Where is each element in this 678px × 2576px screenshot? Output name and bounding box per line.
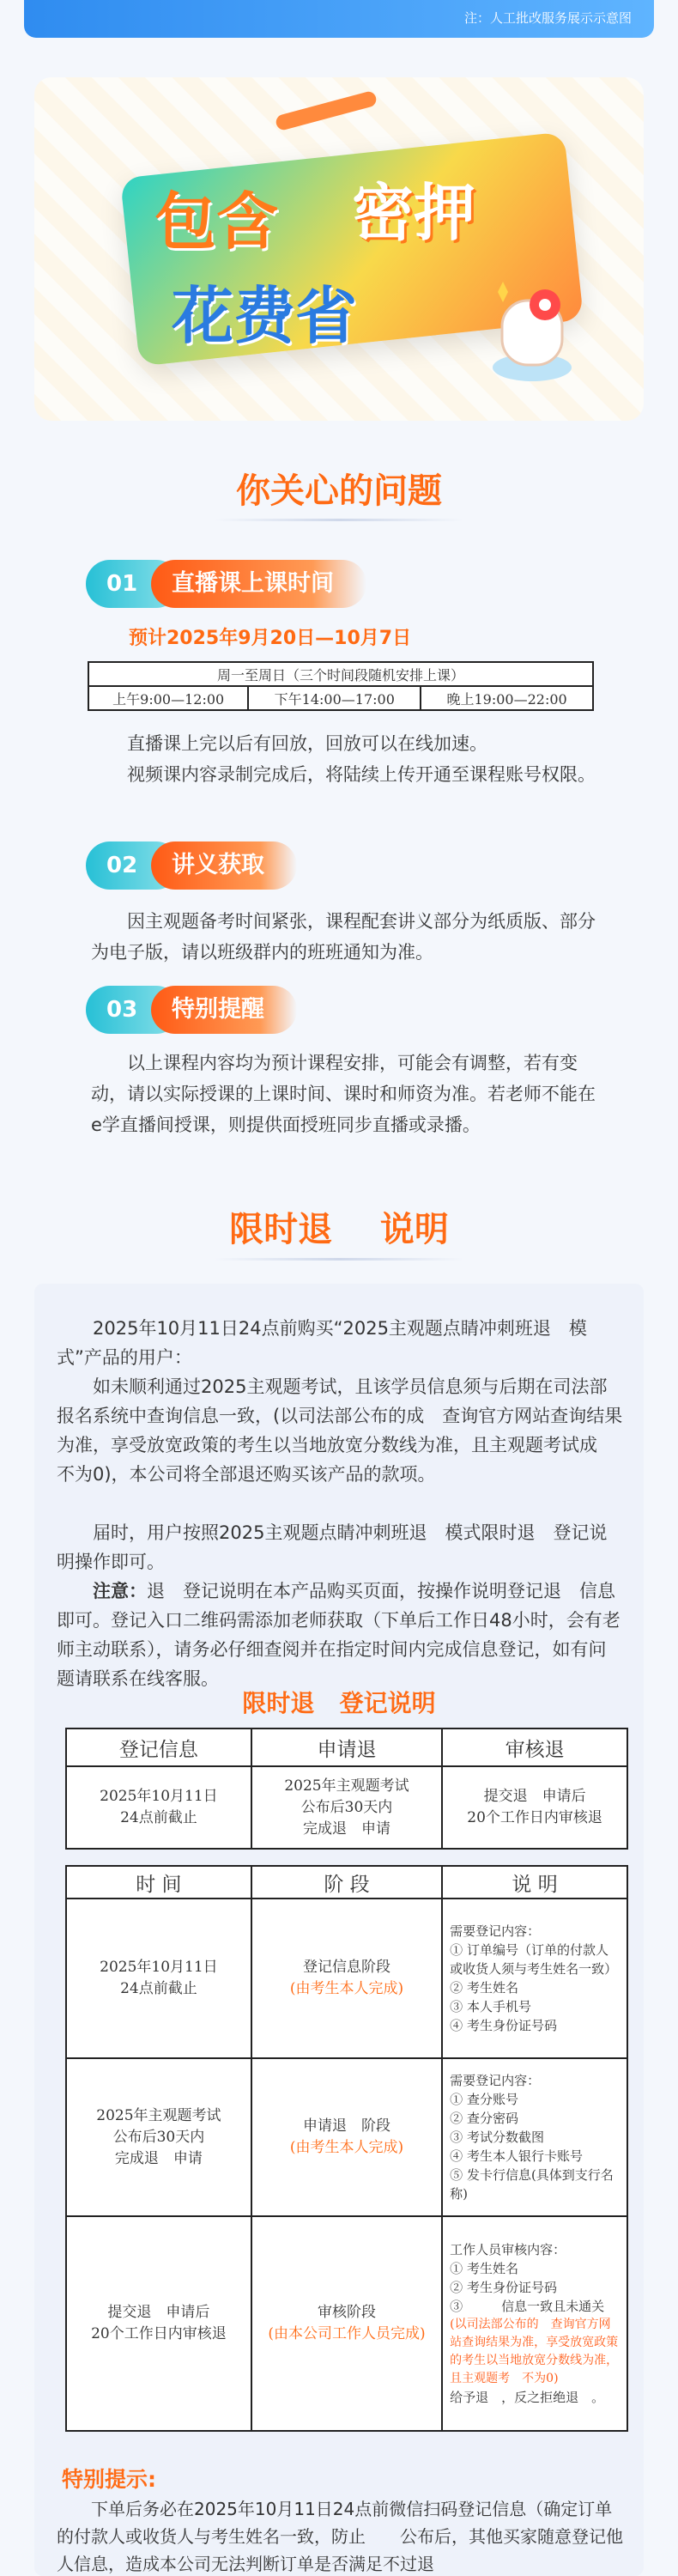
refund-title-b: 说明 [379, 1209, 449, 1249]
faq-text-3: 以上课程内容均为预计课程安排，可能会有调整，若有变动，请以实际授课的上课时间、课时和师资为准。若老师不能在e学直播间授课，则提供面授班同步直播或录播。 [91, 1053, 596, 1135]
process-header-cell: 说 明 [442, 1866, 627, 1899]
schedule-header: 周一至周日（三个时间段随机安排上课） [88, 662, 593, 686]
hero-word-3: 花费省 [172, 279, 358, 352]
refund-overview-table [65, 1728, 628, 1850]
process-desc-title: 需要登记内容： [450, 1923, 541, 1939]
process-row [66, 1899, 627, 2058]
overview-cell: 2025年主观题考试 公布后30天内 完成退 申请 [251, 1766, 442, 1849]
process-desc-title: 工作人员审核内容： [450, 2242, 566, 2257]
tip-title: 特别提示: [62, 2467, 156, 2492]
hero-word-2: 密押 [352, 176, 476, 249]
refund-text-3: 届时，用户按照2025主观题点睛冲刺班退 模式限时退 登记说明操作即可。 [57, 1522, 608, 1572]
overview-header-cell: 审核退 [442, 1728, 627, 1766]
process-desc [442, 2216, 627, 2431]
mascot-hand-icon [481, 266, 584, 386]
top-note-bar [24, 0, 654, 38]
refund-process-table [65, 1865, 628, 2432]
process-row [66, 2216, 627, 2431]
process-stage [251, 1899, 442, 2058]
process-time: 2025年10月11日 24点前截止 [66, 1899, 251, 2058]
process-stage [251, 2216, 442, 2431]
hero-word-1: 包含 [154, 185, 279, 258]
schedule-slot-afternoon: 下午14:00—17:00 [248, 686, 421, 710]
process-header-cell: 阶 段 [251, 1866, 442, 1899]
overview-header-cell: 登记信息 [66, 1728, 251, 1766]
schedule-date: 预计2025年9月20日—10月7日 [129, 628, 412, 649]
schedule-slot-evening: 晚上19:00—22:00 [421, 686, 593, 710]
refund-text-4 [57, 1577, 623, 1693]
faq-title-divider [215, 519, 463, 521]
overview-header-cell: 申请退 [251, 1728, 442, 1766]
faq-pill-label: 讲义获取 [151, 841, 297, 890]
process-desc-item: ① 查分账号 [450, 2092, 518, 2107]
process-desc-item: ② 考生身份证号码 [450, 2280, 557, 2295]
refund-note-body: 退 登记说明在本产品购买页面，按操作说明登记退 信息即可。登记入口二维码需添加老师获取（下单后工作日48小时，会有老师主动联系），请务必仔细查阅并在指定时间内完成信息登记，如有问题请联系在线客服。 [57, 1581, 620, 1689]
tip-text: 下单后务必在2025年10月11日24点前微信扫码登记信息（确定订单的付款人或收货人与考生姓名一致，防止 公布后，其他买家随意登记他人信息，造成本公司无法判断订单是否满足不过退 [57, 2499, 623, 2574]
faq-pill-number: 02 [86, 841, 180, 890]
process-stage-note: (由本公司工作人员完成) [268, 2325, 426, 2342]
process-stage [251, 2058, 442, 2216]
process-stage-label: 登记信息阶段 [302, 1959, 390, 1976]
process-time: 2025年主观题考试 公布后30天内 完成退 申请 [66, 2058, 251, 2216]
overview-cell: 提交退 申请后 20个工作日内审核退 [442, 1766, 627, 1849]
faq-title: 你关心的问题 [236, 471, 442, 511]
refund-subtitle-b: 登记说明 [339, 1689, 436, 1717]
process-desc-item: ① 考生姓名 [450, 2261, 518, 2276]
faq-pill-2 [86, 841, 378, 890]
faq-pill-number: 01 [86, 560, 180, 608]
process-stage-note: (由考生本人完成) [289, 1980, 404, 1997]
faq-text-1a: 直播课上完以后有回放，回放可以在线加速。 [127, 733, 487, 754]
process-desc [442, 1899, 627, 2058]
refund-title-divider [215, 1258, 463, 1261]
top-note: 注：人工批改服务展示示意图 [463, 10, 632, 26]
faq-text-2: 因主观题备考时间紧张，课程配套讲义部分为纸质版、部分为电子版，请以班级群内的班班通知为准。 [91, 911, 596, 963]
process-desc-item: ② 考生姓名 [450, 1980, 518, 1996]
process-time: 提交退 申请后 20个工作日内审核退 [66, 2216, 251, 2431]
process-stage-label: 审核阶段 [317, 2304, 376, 2321]
refund-title-a: 限时退 [229, 1209, 333, 1249]
refund-note-label: 注意： [93, 1581, 147, 1601]
process-desc [442, 2058, 627, 2216]
process-desc-item: ⑤ 发卡行信息(具体到支行名称) [450, 2167, 614, 2202]
process-desc-item: ③ 考试分数截图 [450, 2129, 544, 2145]
refund-text-1: 2025年10月11日24点前购买“2025主观题点睛冲刺班退 模式”产品的用户： [57, 1318, 587, 1368]
overview-cell: 2025年10月11日 24点前截止 [66, 1766, 251, 1849]
faq-pill-label: 直播课上课时间 [151, 560, 366, 608]
process-desc-item: ③ 信息一致且未通关 [450, 2299, 605, 2314]
faq-pill-label: 特别提醒 [151, 986, 297, 1034]
faq-pill-number: 03 [86, 986, 180, 1034]
refund-subtitle [0, 1685, 678, 1719]
process-desc-item: ④ 考生身份证号码 [450, 2018, 557, 2033]
process-desc-item: ③ 本人手机号 [450, 1999, 531, 2014]
process-row [66, 2058, 627, 2216]
schedule-table [88, 661, 594, 711]
process-desc-note: (以司法部公布的 查询官方网站查询结果为准，享受放宽政策的考生以当地放宽分数线为准，且主观题考 不为0) [450, 2318, 619, 2385]
process-desc-item: ① 订单编号（订单的付款人或收货人须与考生姓名一致） [450, 1942, 618, 1977]
process-stage-label: 申请退 阶段 [302, 2117, 390, 2135]
process-desc-title: 需要登记内容： [450, 2073, 541, 2088]
refund-title [0, 1202, 678, 1251]
faq-text-1b: 视频课内容录制完成后，将陆续上传开通至课程账号权限。 [127, 764, 596, 785]
hero-banner [0, 52, 678, 429]
refund-subtitle-a: 限时退 [242, 1689, 315, 1717]
process-desc-item: ④ 考生本人银行卡账号 [450, 2148, 583, 2164]
process-desc-item: ② 查分密码 [450, 2111, 518, 2126]
faq-pill-3 [86, 986, 378, 1034]
process-header-cell: 时 间 [66, 1866, 251, 1899]
schedule-slot-morning: 上午9:00—12:00 [88, 686, 248, 710]
process-desc-tail: 给予退 ，反之拒绝退 。 [450, 2390, 605, 2405]
faq-pill-1 [86, 560, 378, 608]
refund-text-2: 如未顺利通过2025主观题考试，且该学员信息须与后期在司法部报名系统中查询信息一致，(以司法部公布的成 查询官方网站查询结果为准，享受放宽政策的考生以当地放宽分数线为准，且主观题考试成 不为0)，本公司将全部退还购买该产品的款项。 [57, 1376, 623, 1485]
process-stage-note: (由考生本人完成) [289, 2139, 404, 2156]
